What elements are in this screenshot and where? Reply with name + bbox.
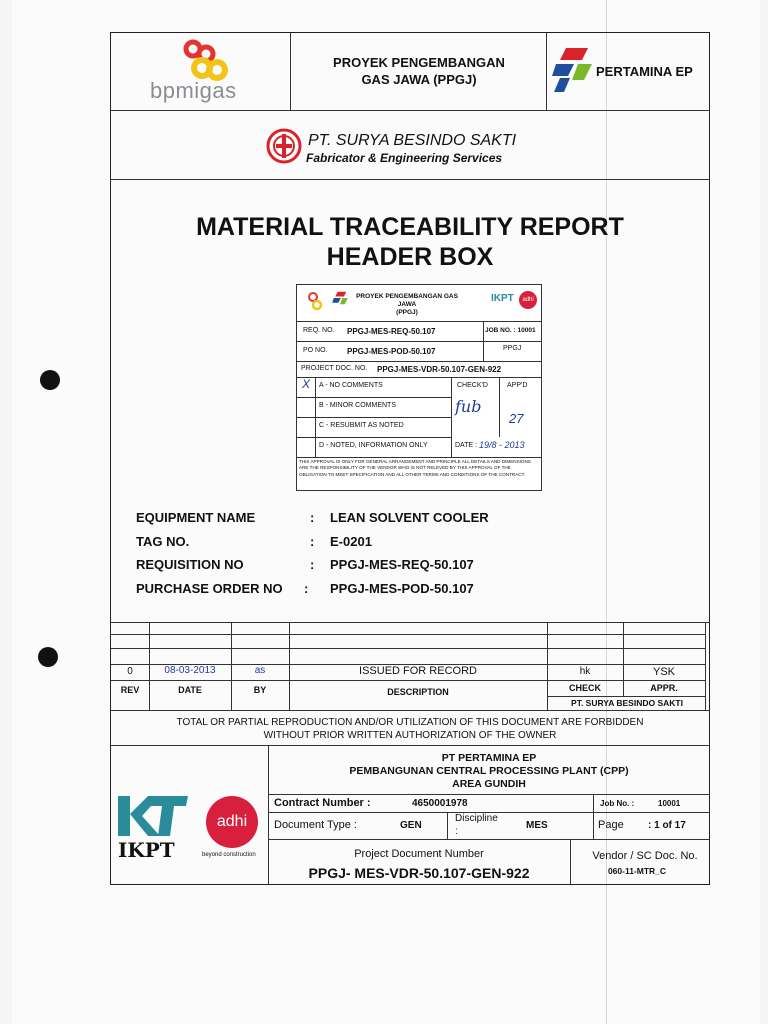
revision-appr: YSK	[652, 666, 675, 678]
stamp-checkd-label: CHECK'D	[457, 382, 488, 389]
requisition-no-sep: :	[310, 557, 315, 572]
tag-no-sep: :	[310, 534, 315, 549]
adhi-tagline: beyond construction	[202, 852, 256, 858]
discipline-label: Discipline	[455, 813, 498, 824]
contract-label: Contract Number :	[274, 797, 371, 809]
stamp-disclaimer: THIS APPROVAL IS ONLY FOR GENERAL ARRANGEMENT AND PRINCIPLE ALL DETAILS AND DIMENSIONS ARE THE RESPONSIBILITY OF THE VENDOR WHO IS NOT RELEVED BY THIS APPROVAL OF THE OBLIGATION TO MEET SPECIFICATION AND ALL OTHER TERMS AND CONDITIONS OF THE CONTRACT.	[299, 459, 531, 477]
adhi-logo: adhi	[206, 796, 258, 848]
pertamina-logo-text: PERTAMINA EP	[596, 64, 693, 79]
equipment-name-label: EQUIPMENT NAME	[136, 510, 256, 525]
revision-header-rev: REV	[120, 685, 140, 695]
surya-besindo-logo-icon	[266, 128, 302, 164]
revision-check: hk	[579, 666, 591, 677]
doc-type-value: GEN	[400, 820, 422, 831]
stamp-option-b: B - MINOR COMMENTS	[319, 402, 396, 409]
stamp-title-line2: (PPGJ)	[396, 309, 418, 316]
stamp-ppgj: PPGJ	[503, 345, 522, 352]
stamp-req-value: PPGJ-MES-REQ-50.107	[347, 327, 436, 336]
pertamina-logo	[552, 46, 702, 96]
bpmigas-logo-text: bpmigas	[150, 78, 237, 103]
stamp-handwritten-initial: 27	[509, 411, 524, 426]
revision-header-appr: APPR.	[650, 683, 678, 693]
stamp-po-label: PO NO.	[303, 347, 328, 354]
owner-line2: PEMBANGUNAN CENTRAL PROCESSING PLANT (CPP)	[349, 765, 629, 777]
equipment-name-value: LEAN SOLVENT COOLER	[330, 510, 489, 525]
stamp-title	[351, 293, 463, 317]
page-title-line1: MATERIAL TRACEABILITY REPORT	[196, 213, 624, 241]
contract-value: 4650001978	[412, 798, 468, 809]
revision-date: 08-03-2013	[164, 665, 216, 676]
tag-no-label: TAG NO.	[136, 534, 190, 549]
stamp-req-label: REQ. NO.	[303, 327, 335, 334]
punch-hole	[40, 370, 60, 390]
tag-no-value: E-0201	[330, 534, 372, 549]
revision-header-check: CHECK	[568, 683, 601, 693]
job-value: 10001	[658, 799, 681, 808]
revision-description: ISSUED FOR RECORD	[359, 665, 477, 677]
stamp-appd-label: APP'D	[507, 382, 528, 389]
project-title	[292, 54, 546, 88]
stamp-option-d: D - NOTED, INFORMATION ONLY	[319, 442, 428, 449]
stamp-ikpt-logo: IKPT	[491, 293, 514, 304]
stamp-job-label: JOB NO. : 10001	[485, 327, 536, 334]
vendor-doc-value: 060-11-MTR_C	[607, 866, 667, 876]
discipline-value: MES	[526, 820, 548, 831]
page-value: : 1 of 17	[648, 820, 686, 831]
stamp-option-a: A - NO COMMENTS	[319, 382, 383, 389]
ikpt-logo	[116, 792, 188, 862]
stamp-option-c: C - RESUBMIT AS NOTED	[319, 422, 404, 429]
stamp-title-line1: PROYEK PENGEMBANGAN GAS JAWA	[356, 293, 458, 308]
pertamina-logo-icon	[552, 46, 592, 92]
revision-company: PT. SURYA BESINDO SAKTI	[571, 698, 683, 708]
page-title	[111, 212, 709, 272]
bpmigas-logo	[140, 38, 280, 104]
punch-hole	[38, 647, 58, 667]
revision-rev: 0	[127, 666, 133, 677]
stamp-project-doc-label: PROJECT DOC. NO.	[301, 365, 368, 372]
approval-stamp	[296, 284, 542, 491]
page-label: Page	[598, 819, 624, 831]
doc-type-label: Document Type :	[274, 819, 357, 831]
owner-line3: AREA GUNDIH	[452, 778, 526, 790]
purchase-order-no-label: PURCHASE ORDER NO	[136, 581, 283, 596]
project-doc-label: Project Document Number	[354, 848, 484, 860]
ikpt-logo-text: IKPT	[118, 838, 175, 862]
purchase-order-no-sep: :	[304, 581, 309, 596]
stamp-adhi-logo: adhi	[519, 291, 537, 309]
revision-header-by: BY	[253, 685, 267, 695]
fabricator-name: PT. SURYA BESINDO SAKTI	[308, 132, 517, 149]
pertamina-stamp-icon	[331, 291, 349, 309]
purchase-order-no-value: PPGJ-MES-POD-50.107	[330, 581, 474, 596]
revision-header-date: DATE	[178, 685, 202, 695]
project-title-line1: PROYEK PENGEMBANGAN	[333, 55, 505, 70]
revision-by: as	[254, 665, 266, 676]
stamp-po-value: PPGJ-MES-POD-50.107	[347, 347, 436, 356]
job-label: Job No. :	[600, 799, 635, 808]
stamp-date-label: DATE :	[455, 442, 478, 449]
notice-line2: WITHOUT PRIOR WRITTEN AUTHORIZATION OF THE OWNER	[263, 730, 557, 741]
vendor-doc-label: Vendor / SC Doc. No.	[592, 850, 698, 862]
revision-header-description: DESCRIPTION	[387, 687, 449, 697]
project-title-line2: GAS JAWA (PPGJ)	[361, 72, 477, 87]
reproduction-notice	[111, 716, 709, 742]
owner-block	[270, 752, 708, 791]
stamp-project-doc-value: PPGJ-MES-VDR-50.107-GEN-922	[377, 365, 502, 374]
stamp-handwritten-signature: fub	[455, 397, 482, 416]
page-title-line2: HEADER BOX	[326, 243, 494, 271]
bpmigas-stamp-icon	[305, 291, 329, 313]
requisition-no-label: REQUISITION NO	[136, 557, 244, 572]
notice-line1: TOTAL OR PARTIAL REPRODUCTION AND/OR UTILIZATION OF THIS DOCUMENT ARE FORBIDDEN	[176, 717, 644, 728]
stamp-handwritten-date: 19/8 - 2013	[479, 440, 525, 450]
ikpt-logo-icon	[116, 792, 188, 838]
discipline-colon: :	[455, 826, 458, 837]
fabricator-tagline: Fabricator & Engineering Services	[306, 151, 503, 165]
stamp-handwritten-mark: X	[302, 377, 311, 391]
owner-line1: PT PERTAMINA EP	[441, 752, 537, 764]
equipment-name-sep: :	[310, 510, 315, 525]
project-doc-value: PPGJ- MES-VDR-50.107-GEN-922	[308, 865, 530, 881]
requisition-no-value: PPGJ-MES-REQ-50.107	[330, 557, 474, 572]
